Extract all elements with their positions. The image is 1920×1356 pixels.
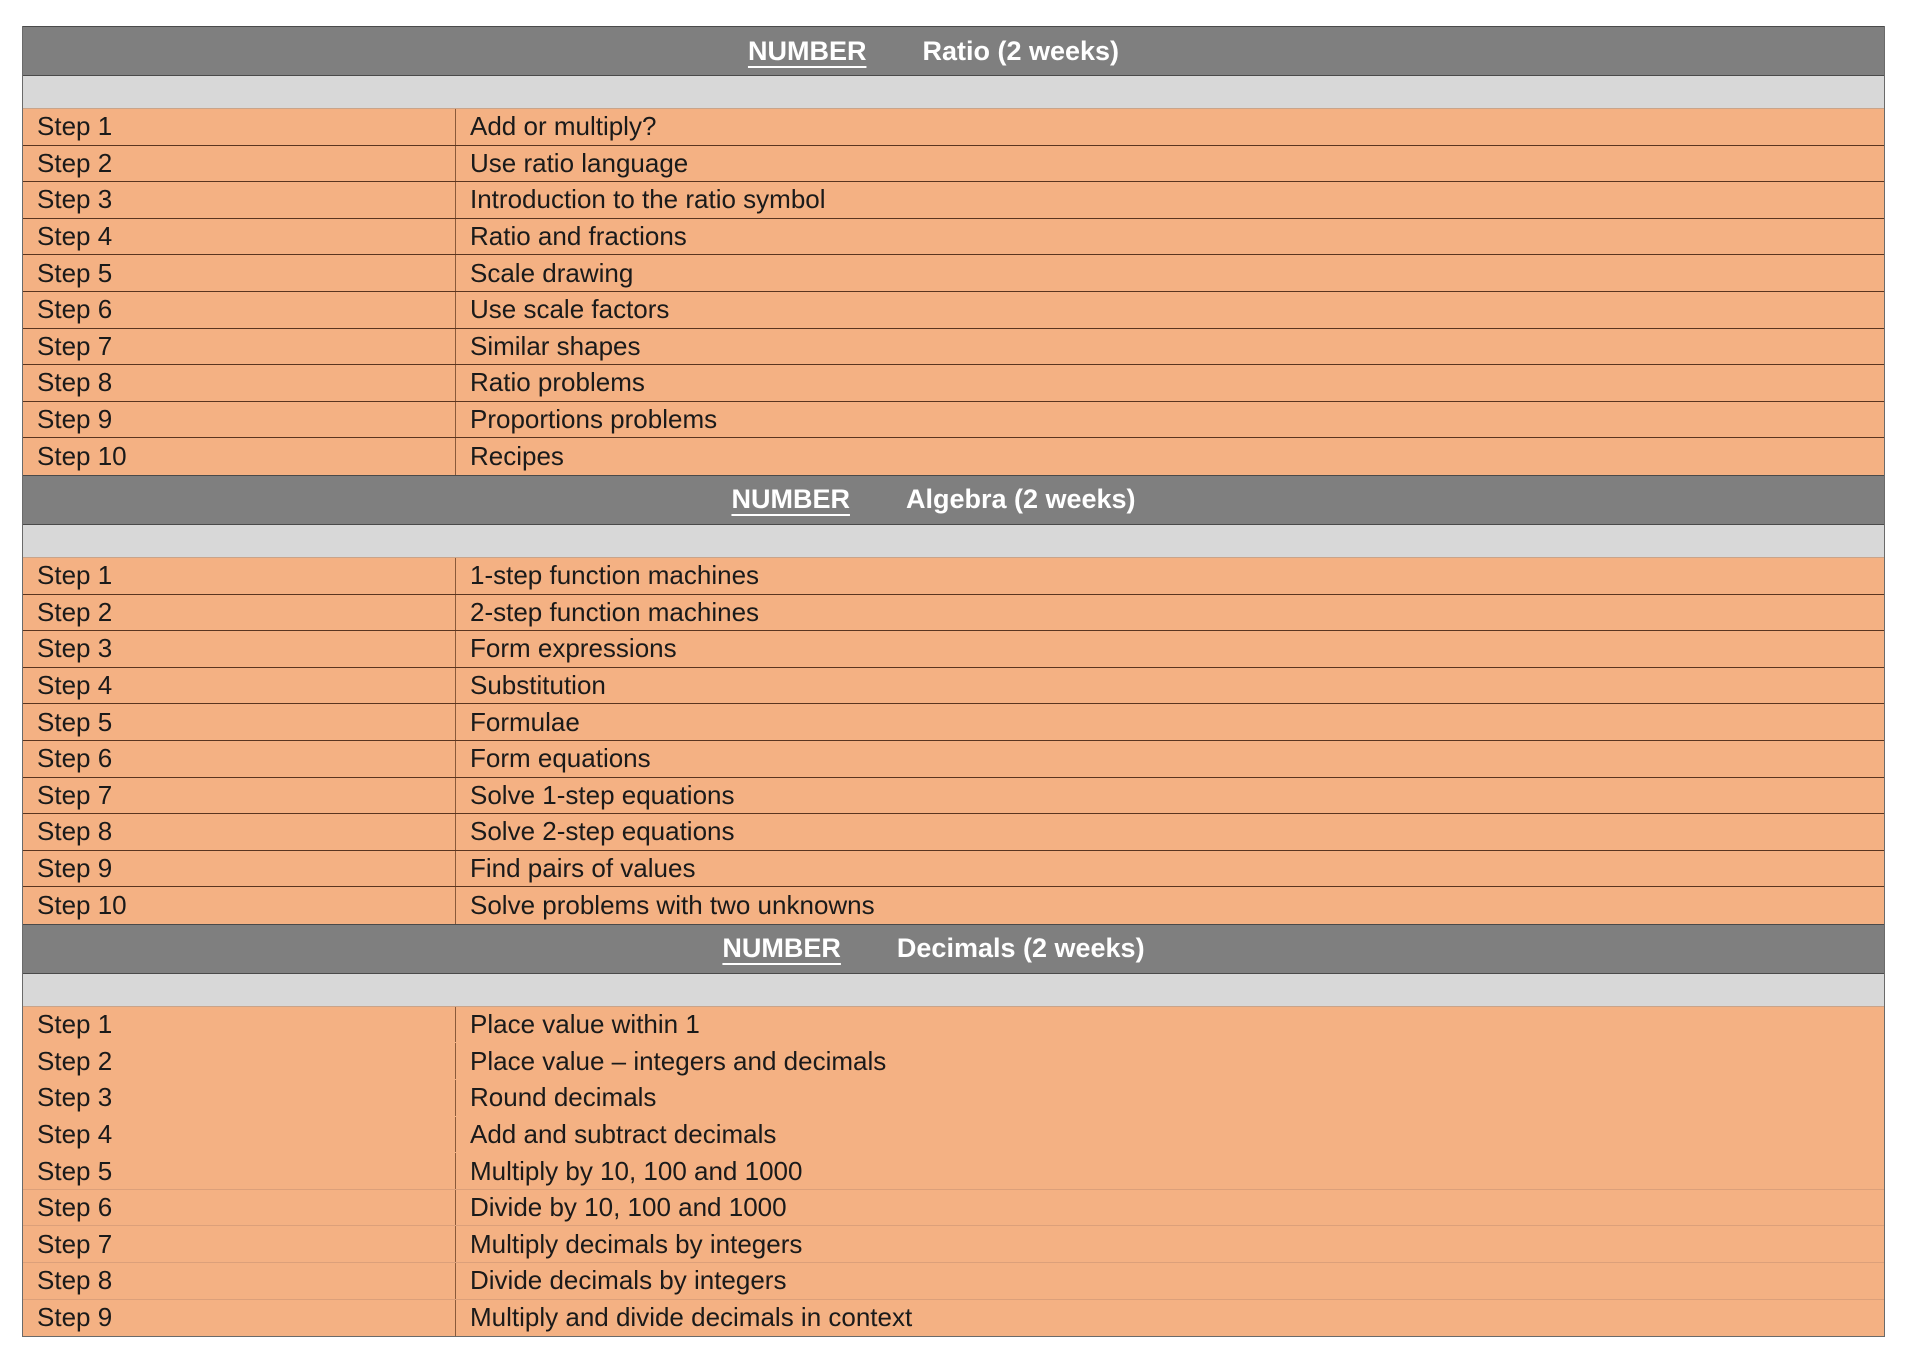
step-cell: Step 1: [23, 109, 456, 145]
topic-cell: Solve 2-step equations: [470, 816, 735, 847]
topic-cell: Introduction to the ratio symbol: [470, 184, 826, 215]
topic-cell: Substitution: [470, 670, 606, 701]
section-spacer: [23, 525, 1884, 558]
table-row: [23, 438, 1884, 475]
topic-cell: Use scale factors: [470, 294, 670, 325]
topic-cell: Add or multiply?: [470, 111, 657, 142]
table-row: [23, 741, 1884, 778]
topic-cell: Similar shapes: [470, 330, 641, 361]
step-list: [23, 109, 1884, 475]
topic-cell: Proportions problems: [470, 404, 718, 435]
table-row: [23, 292, 1884, 329]
topic-cell: Form expressions: [470, 633, 677, 664]
step-cell: Step 7: [23, 329, 456, 365]
topic-cell: Formulae: [470, 706, 580, 737]
step-cell: Step 4: [23, 219, 456, 255]
section-header: [23, 924, 1884, 974]
table-row: [23, 778, 1884, 815]
table-row: [23, 109, 1884, 146]
step-cell: Step 1: [23, 1007, 456, 1043]
scheme-of-learning-table: [22, 26, 1885, 1337]
section-header: [23, 26, 1884, 76]
topic-cell: Solve 1-step equations: [470, 779, 735, 810]
table-row: [23, 329, 1884, 366]
step-cell: Step 4: [23, 1117, 456, 1153]
topic-cell: Place value within 1: [470, 1009, 700, 1040]
step-cell: Step 6: [23, 292, 456, 328]
section-spacer: [23, 76, 1884, 109]
step-cell: Step 2: [23, 595, 456, 631]
table-row: [23, 182, 1884, 219]
step-cell: Step 9: [23, 851, 456, 887]
table-row: [23, 595, 1884, 632]
section-header: [23, 475, 1884, 525]
step-cell: Step 2: [23, 146, 456, 182]
topic-cell: Recipes: [470, 441, 564, 472]
table-row: [23, 1007, 1884, 1044]
section-decimals: [23, 924, 1884, 1336]
table-row: [23, 1300, 1884, 1337]
topic-cell: Place value – integers and decimals: [470, 1045, 887, 1076]
table-row: [23, 704, 1884, 741]
strand-label: NUMBER: [747, 35, 867, 66]
step-cell: Step 9: [23, 1300, 456, 1337]
table-row: [23, 219, 1884, 256]
strand-label: NUMBER: [731, 484, 850, 515]
table-row: [23, 1263, 1884, 1300]
topic-cell: Ratio problems: [470, 367, 645, 398]
step-cell: Step 2: [23, 1043, 456, 1079]
topic-cell: 2-step function machines: [470, 596, 760, 627]
step-cell: Step 8: [23, 365, 456, 401]
table-row: [23, 255, 1884, 292]
topic-cell: Add and subtract decimals: [470, 1118, 777, 1149]
table-row: [23, 402, 1884, 439]
step-cell: Step 7: [23, 778, 456, 814]
topic-cell: Find pairs of values: [470, 852, 696, 883]
topic-cell: Scale drawing: [470, 257, 634, 288]
table-row: [23, 1226, 1884, 1263]
table-row: [23, 1190, 1884, 1227]
table-row: [23, 1043, 1884, 1080]
section-ratio: [23, 26, 1884, 475]
step-cell: Step 4: [23, 668, 456, 704]
topic-cell: Solve problems with two unknowns: [470, 890, 875, 921]
topic-cell: Use ratio language: [470, 147, 689, 178]
step-cell: Step 5: [23, 255, 456, 291]
step-cell: Step 1: [23, 558, 456, 594]
step-list: [23, 558, 1884, 924]
step-cell: Step 9: [23, 402, 456, 438]
topic-cell: Divide decimals by integers: [470, 1265, 787, 1296]
step-cell: Step 10: [23, 438, 456, 475]
section-title: Decimals (2 weeks): [896, 933, 1145, 964]
step-cell: Step 5: [23, 1153, 456, 1189]
table-row: [23, 631, 1884, 668]
topic-cell: Round decimals: [470, 1082, 657, 1113]
topic-cell: Multiply by 10, 100 and 1000: [470, 1155, 803, 1186]
topic-cell: Multiply decimals by integers: [470, 1228, 803, 1259]
table-row: [23, 851, 1884, 888]
step-cell: Step 5: [23, 704, 456, 740]
section-algebra: [23, 475, 1884, 924]
step-cell: Step 6: [23, 741, 456, 777]
table-row: [23, 668, 1884, 705]
step-cell: Step 10: [23, 887, 456, 924]
table-row: [23, 558, 1884, 595]
table-row: [23, 1117, 1884, 1154]
section-spacer: [23, 974, 1884, 1007]
topic-cell: Form equations: [470, 743, 651, 774]
table-row: [23, 1080, 1884, 1117]
topic-cell: Multiply and divide decimals in context: [470, 1302, 913, 1333]
section-title: Ratio (2 weeks): [922, 35, 1120, 66]
step-cell: Step 7: [23, 1226, 456, 1262]
strand-label: NUMBER: [722, 933, 841, 964]
topic-cell: Ratio and fractions: [470, 221, 687, 252]
step-cell: Step 6: [23, 1190, 456, 1226]
topic-cell: 1-step function machines: [470, 560, 760, 591]
step-cell: Step 3: [23, 631, 456, 667]
step-cell: Step 3: [23, 1080, 456, 1116]
step-list: [23, 1007, 1884, 1336]
table-row: [23, 1153, 1884, 1190]
table-row: [23, 146, 1884, 183]
topic-cell: Divide by 10, 100 and 1000: [470, 1192, 787, 1223]
section-title: Algebra (2 weeks): [905, 484, 1136, 515]
table-row: [23, 365, 1884, 402]
table-row: [23, 887, 1884, 924]
step-cell: Step 8: [23, 1263, 456, 1299]
step-cell: Step 8: [23, 814, 456, 850]
table-row: [23, 814, 1884, 851]
step-cell: Step 3: [23, 182, 456, 218]
